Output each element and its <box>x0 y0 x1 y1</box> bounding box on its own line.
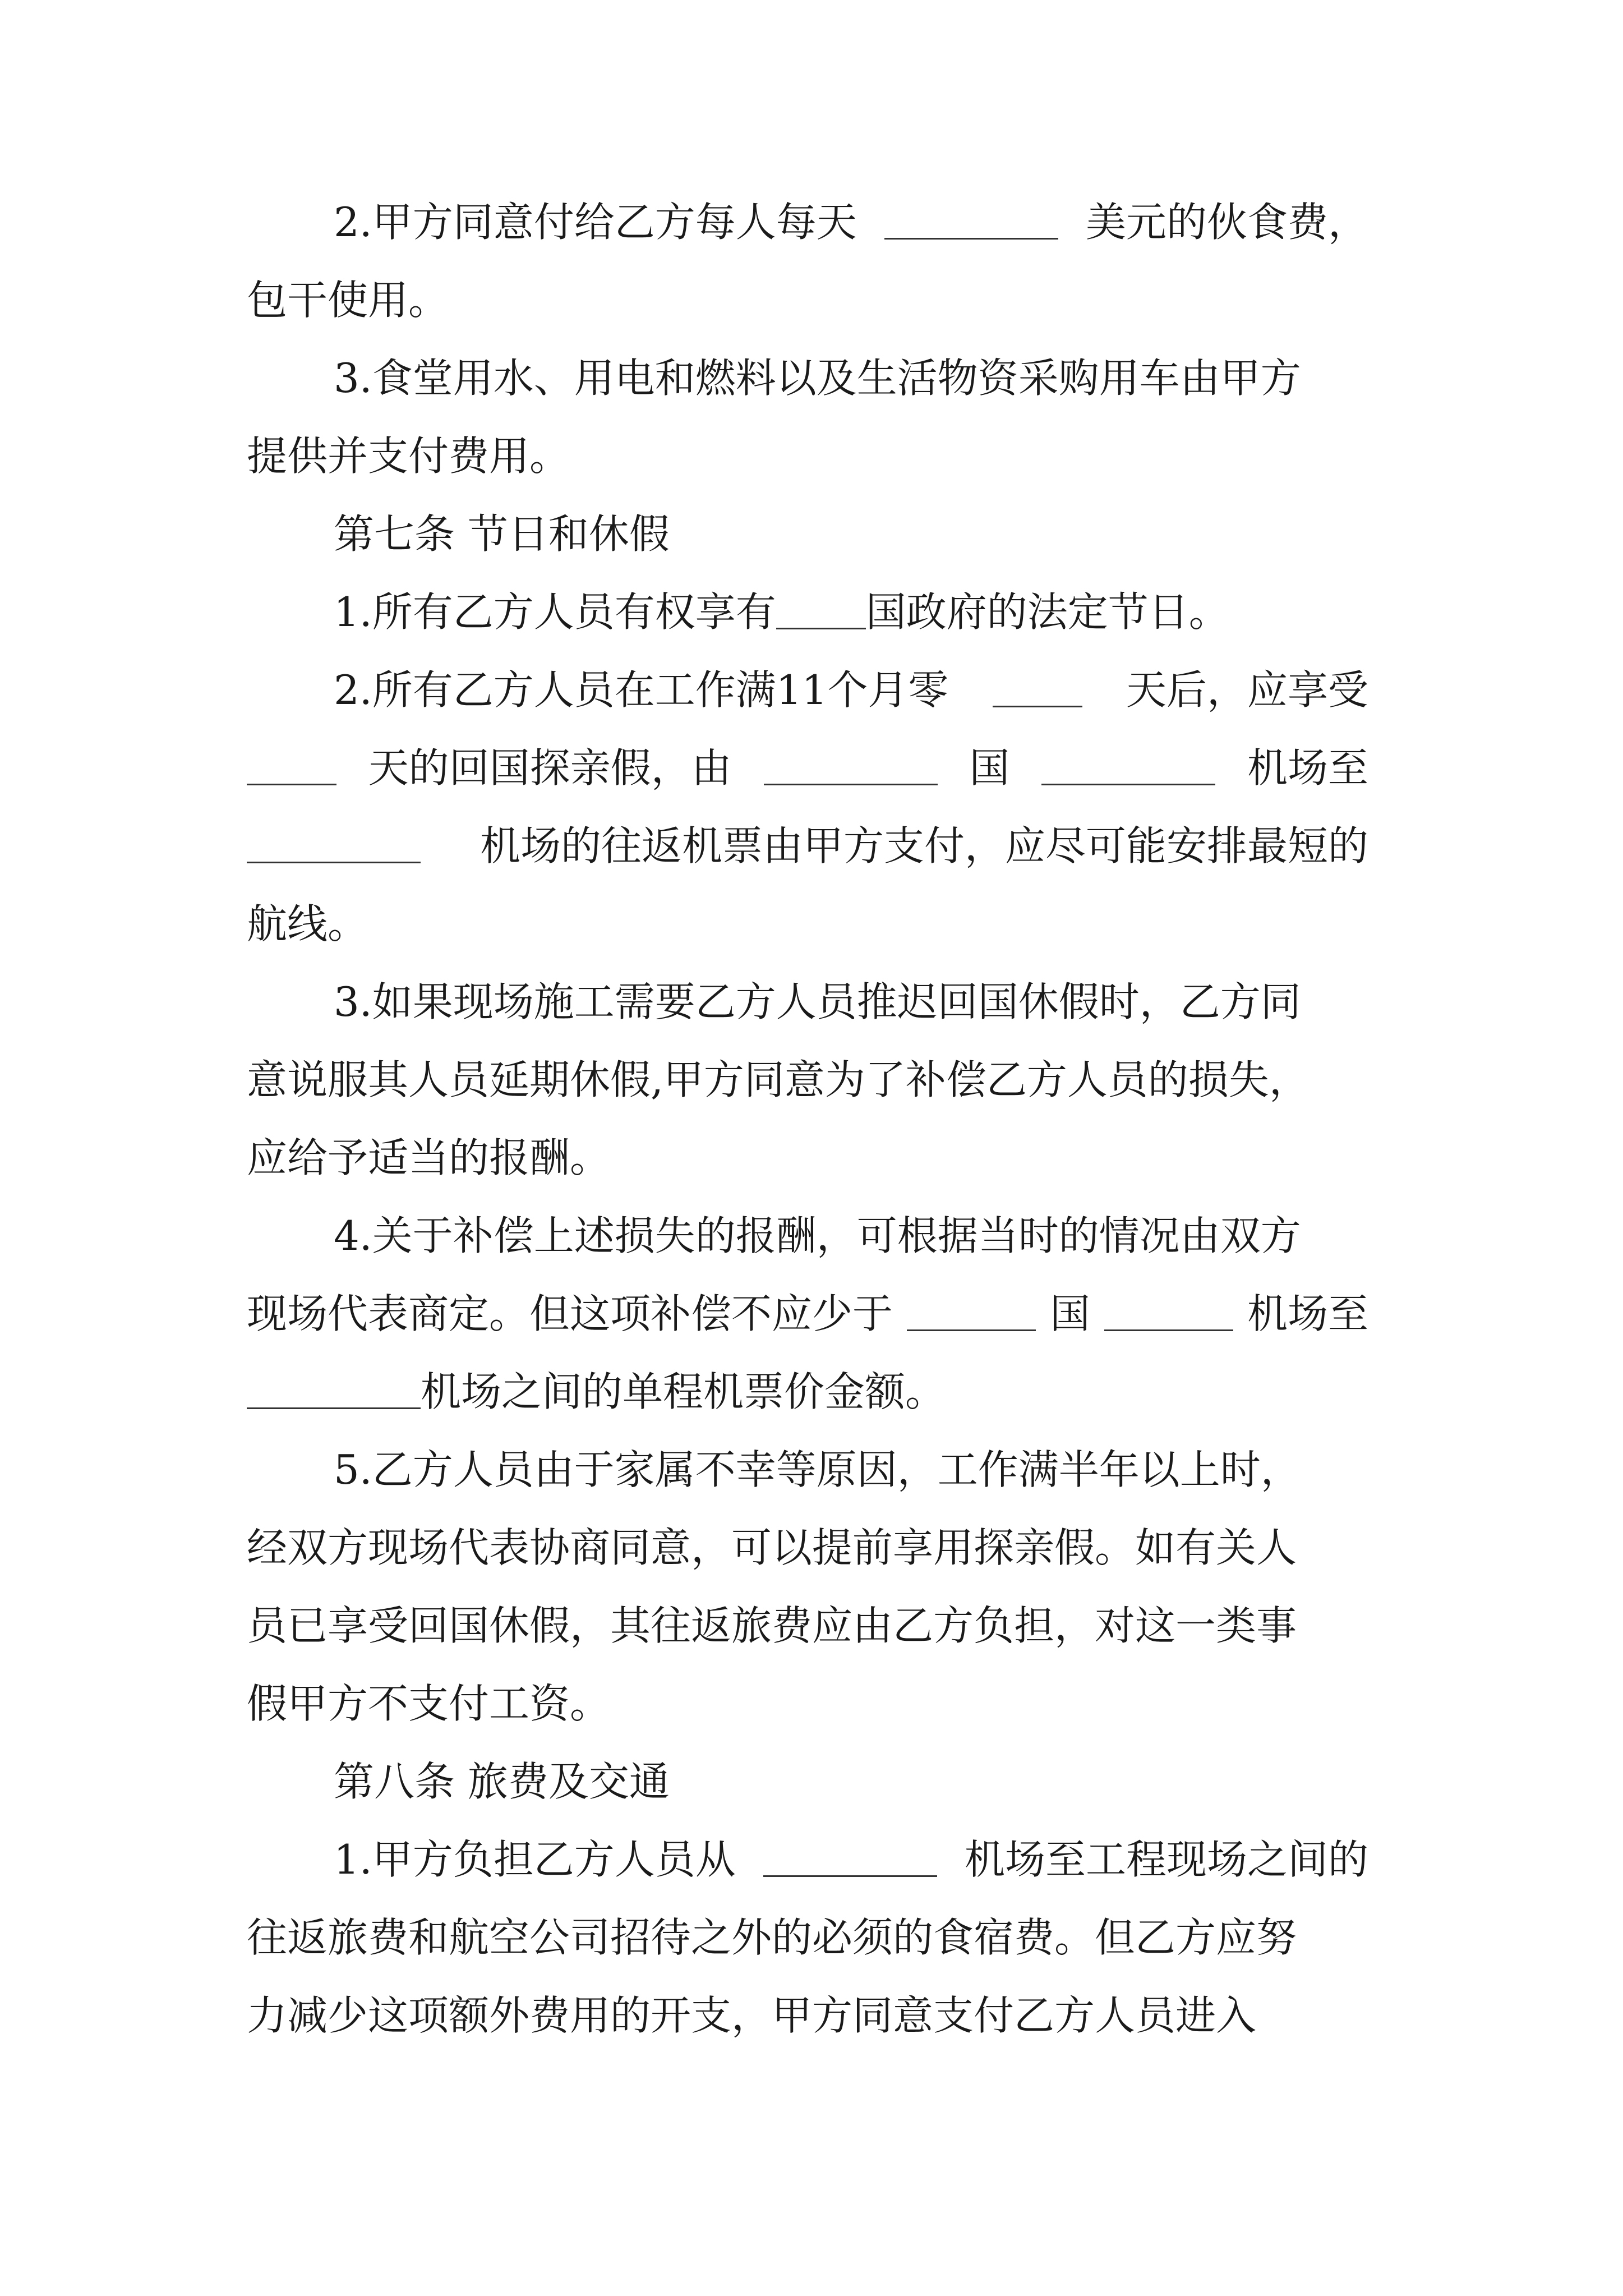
text-segment: 2.所有乙方人员在工作满11个月零 <box>334 666 949 714</box>
text-segment: 国 <box>1049 1290 1090 1337</box>
text-segment: 意说服其人员延期休假,甲方同意为了补偿乙方人员的损失， <box>247 1056 1310 1103</box>
text-line <box>247 666 1368 714</box>
fill-in-blank <box>764 748 938 785</box>
text-line <box>247 510 1368 558</box>
fill-in-blank <box>247 748 336 785</box>
text-segment: 现场代表商定。但这项补偿不应少于 <box>247 1290 893 1337</box>
text-line <box>247 1758 1368 1805</box>
text-line <box>247 355 1368 402</box>
text-segment: 2.甲方同意付给乙方每人每天 <box>334 199 857 246</box>
text-segment: 假甲方不支付工资。 <box>247 1680 611 1727</box>
text-segment: 国政府的法定节日。 <box>865 588 1229 636</box>
text-segment: 提供并支付费用。 <box>247 432 570 480</box>
text-segment: 天后，应享受 <box>1126 666 1368 714</box>
text-segment: 第八条 旅费及交通 <box>334 1758 670 1805</box>
text-line <box>247 1992 1368 2039</box>
text-segment: 3.如果现场施工需要乙方人员推迟回国休假时，乙方同 <box>334 978 1301 1025</box>
text-line <box>247 1680 1368 1727</box>
text-line <box>247 1446 1368 1493</box>
text-segment: 国 <box>969 744 1010 792</box>
text-line <box>247 978 1368 1025</box>
text-segment: 员已享受回国休假，其往返旅费应由乙方负担，对这一类事 <box>247 1602 1297 1649</box>
text-line <box>247 1524 1368 1571</box>
text-segment: 航线。 <box>247 900 368 947</box>
text-segment: 机场至 <box>1247 1290 1368 1337</box>
text-segment: 机场之间的单程机票价金额。 <box>421 1368 946 1415</box>
text-segment: 往返旅费和航空公司招待之外的必须的食宿费。但乙方应努 <box>247 1914 1297 1961</box>
text-line <box>247 1212 1368 1259</box>
text-line <box>247 1602 1368 1649</box>
text-segment: 包干使用。 <box>247 277 449 324</box>
fill-in-blank <box>1104 1294 1233 1331</box>
document-page <box>247 199 1368 2073</box>
text-segment: 1.甲方负担乙方人员从 <box>334 1836 736 1883</box>
text-segment: 3.食堂用水、用电和燃料以及生活物资采购用车由甲方 <box>334 355 1301 402</box>
text-line <box>247 900 1368 947</box>
fill-in-blank <box>776 592 866 629</box>
text-segment: 力减少这项额外费用的开支，甲方同意支付乙方人员进入 <box>247 1992 1257 2039</box>
text-segment: 应给予适当的报酬。 <box>247 1134 611 1181</box>
text-line <box>247 1134 1368 1181</box>
text-line <box>247 1836 1368 1883</box>
text-line <box>247 277 1368 324</box>
text-segment: 美元的伙食费， <box>1085 199 1368 246</box>
fill-in-blank <box>993 670 1082 707</box>
fill-in-blank <box>884 202 1058 240</box>
text-segment: 机场至 <box>1247 744 1368 792</box>
text-line <box>247 1914 1368 1961</box>
text-segment: 5.乙方人员由于家属不幸等原因，工作满半年以上时， <box>334 1446 1301 1493</box>
fill-in-blank <box>763 1839 937 1877</box>
text-line <box>247 1368 1368 1415</box>
text-line <box>247 588 1368 636</box>
text-line <box>247 822 1368 869</box>
text-line <box>247 1056 1368 1103</box>
text-segment: 1.所有乙方人员有权享有 <box>334 588 776 636</box>
text-segment: 经双方现场代表协商同意，可以提前享用探亲假。如有关人 <box>247 1524 1297 1571</box>
text-line <box>247 432 1368 480</box>
fill-in-blank <box>247 1372 421 1409</box>
fill-in-blank <box>1041 748 1215 785</box>
fill-in-blank <box>907 1294 1036 1331</box>
text-segment: 机场的往返机票由甲方支付，应尽可能安排最短的 <box>479 822 1368 869</box>
fill-in-blank <box>247 826 421 863</box>
text-segment: 第七条 节日和休假 <box>334 510 670 558</box>
text-segment: 机场至工程现场之间的 <box>964 1836 1368 1883</box>
text-line <box>247 744 1368 792</box>
text-line <box>247 199 1368 246</box>
text-segment: 天的回国探亲假，由 <box>368 744 732 792</box>
text-line <box>247 1290 1368 1337</box>
text-segment: 4.关于补偿上述损失的报酬，可根据当时的情况由双方 <box>334 1212 1301 1259</box>
